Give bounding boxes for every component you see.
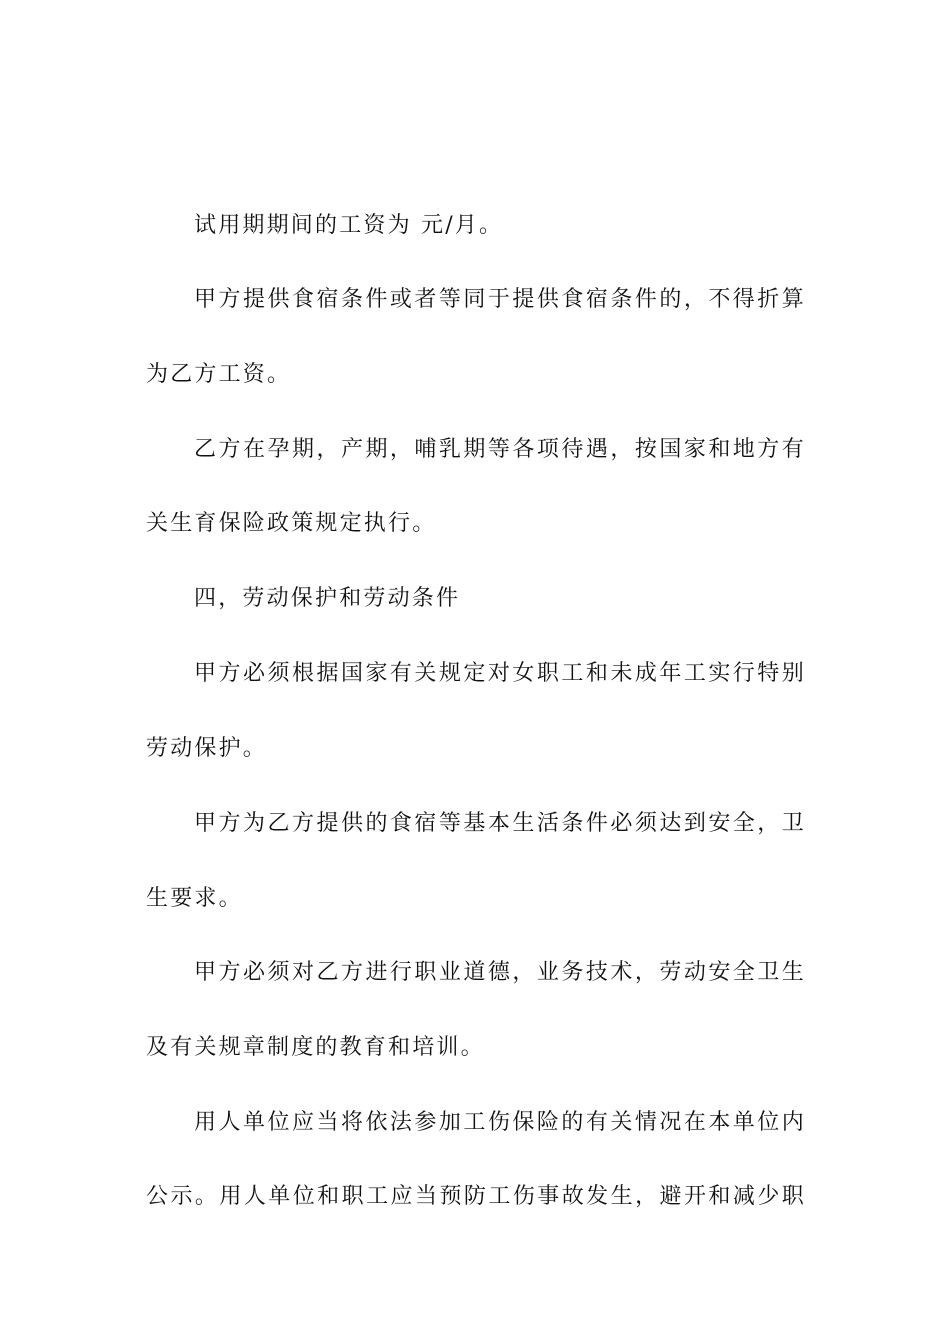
paragraph-line: 及有关规章制度的教育和培训。	[146, 1035, 485, 1060]
paragraph-line: 甲方为乙方提供的食宿等基本生活条件必须达到安全，卫	[194, 811, 806, 836]
paragraph-line: 甲方必须根据国家有关规定对女职工和未成年工实行特别	[194, 661, 806, 686]
paragraph-line: 用人单位应当将依法参加工伤保险的有关情况在本单位内	[194, 1110, 806, 1135]
paragraph-line: 关生育保险政策规定执行。	[146, 511, 437, 536]
paragraph-line: 公示。用人单位和职工应当预防工伤事故发生，避开和减少职	[146, 1184, 806, 1209]
paragraph-line: 甲方提供食宿条件或者等同于提供食宿条件的，不得折算	[194, 287, 806, 312]
paragraph-line: 劳动保护。	[146, 736, 268, 761]
paragraph-line: 甲方必须对乙方进行职业道德，业务技术，劳动安全卫生	[194, 960, 806, 985]
section-heading: 四，劳动保护和劳动条件	[194, 586, 461, 611]
paragraph-line: 生要求。	[146, 886, 243, 911]
paragraph-line: 为乙方工资。	[146, 362, 292, 387]
paragraph-line: 乙方在孕期，产期，哺乳期等各项待遇，按国家和地方有	[194, 437, 806, 462]
paragraph-line: 试用期期间的工资为 元/月。	[194, 213, 504, 238]
